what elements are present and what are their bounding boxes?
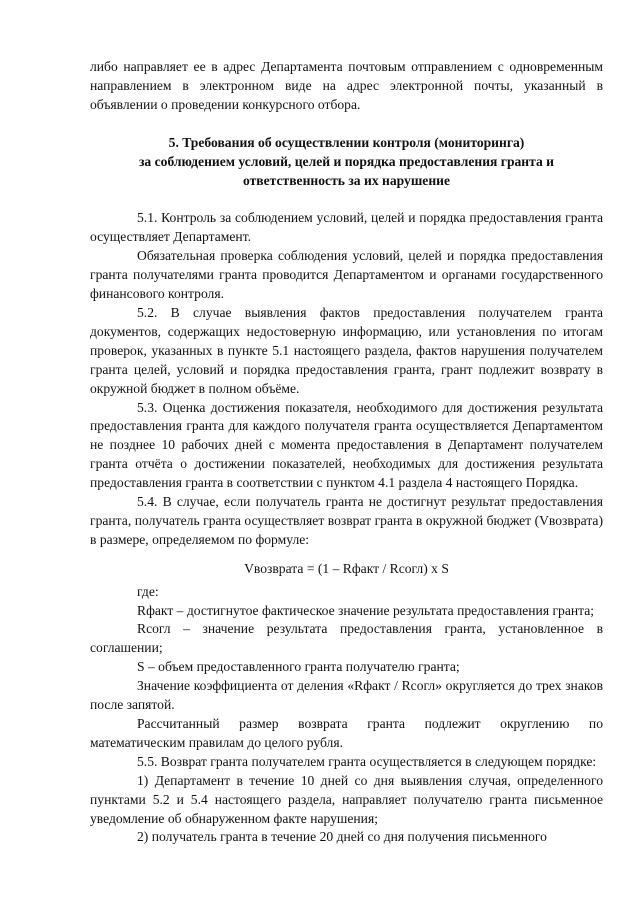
paragraph-5-4: 5.4. В случае, если получатель гранта не достигнут результат предоставления гранта, получатель гранта осуществляет возврат гранта в окружной бюджет (Vвозврата) в размере, определяемом по формуле: bbox=[90, 494, 603, 547]
paragraph-5-1: 5.1. Контроль за соблюдением условий, целей и порядка предоставления гранта осуществляет Департамент. bbox=[90, 210, 603, 245]
definition-s: S – объем предоставленного гранта получателю гранта; bbox=[137, 659, 460, 675]
paragraph-5-1-mandatory-check: Обязательная проверка соблюдения условий, целей и порядка предоставления гранта получателями гранта проводится Департаментом и органами государственного финансового контроля. bbox=[90, 248, 603, 302]
rounding-amount: Рассчитанный размер возврата гранта подлежит округлению по математическим правилам до целого рубля. bbox=[90, 716, 603, 750]
list-item-1: 1) Департамент в течение 10 дней со дня выявления случая, определенного пунктами 5.2 и 5.4 настоящего раздела, направляет получателю гранта письменное уведомление об обнаруженном факте нарушения; bbox=[90, 772, 603, 826]
paragraph-5-3: 5.3. Оценка достижения показателя, необходимого для достижения результата предоставления гранта для каждого получателя гранта осуществляется Департаментом не позднее 10 рабочих дней с момента предоставления в Департамент получателем гранта отчёта о достижении показателей, необходимых для достижения результата предоставления гранта в соответствии с пунктом 4.1 раздела 4 настоящего Порядка. bbox=[90, 399, 603, 491]
definition-rfact: Rфакт – достигнутое фактическое значение результата предоставления гранта; bbox=[137, 602, 595, 618]
list-item-2: 2) получатель гранта в течение 20 дней со дня получения письменного bbox=[137, 829, 547, 845]
intro-paragraph: либо направляет ее в адрес Департамента почтовым отправлением с одновременным направлением в электронном виде на адрес электронной почты, указанный в объявлении о проведении конкурсного отбора. bbox=[90, 59, 603, 112]
where-label: где: bbox=[137, 583, 159, 599]
section-heading-line-2: за соблюдением условий, целей и порядка предоставления гранта и bbox=[138, 153, 555, 169]
definition-rsogl: Rсогл – значение результата предоставления гранта, установленное в соглашении; bbox=[90, 621, 603, 656]
section-heading-line-3: ответственность за их нарушение bbox=[242, 172, 451, 188]
refund-formula: Vвозврата = (1 – Rфакт / Rсогл) x S bbox=[244, 560, 449, 576]
paragraph-5-2: 5.2. В случае выявления фактов предоставления получателем гранта документов, содержащих недостоверную информацию, или установления по итогам проверок, указанных в пункте 5.1 настоящего раздела, фактов нарушения получателем гранта целей, условий и порядка предоставления гранта, грант подлежит возврату в окружной бюджет в полном объёме. bbox=[90, 304, 603, 396]
section-heading bbox=[90, 134, 603, 191]
rounding-coefficient: Значение коэффициента от деления «Rфакт / Rсогл» округляется до трех знаков после запятой. bbox=[90, 678, 603, 713]
section-heading-line-1: 5. Требования об осуществлении контроля (мониторинга) bbox=[168, 134, 525, 150]
paragraph-5-5: 5.5. Возврат гранта получателем гранта осуществляется в следующем порядке: bbox=[137, 753, 597, 769]
